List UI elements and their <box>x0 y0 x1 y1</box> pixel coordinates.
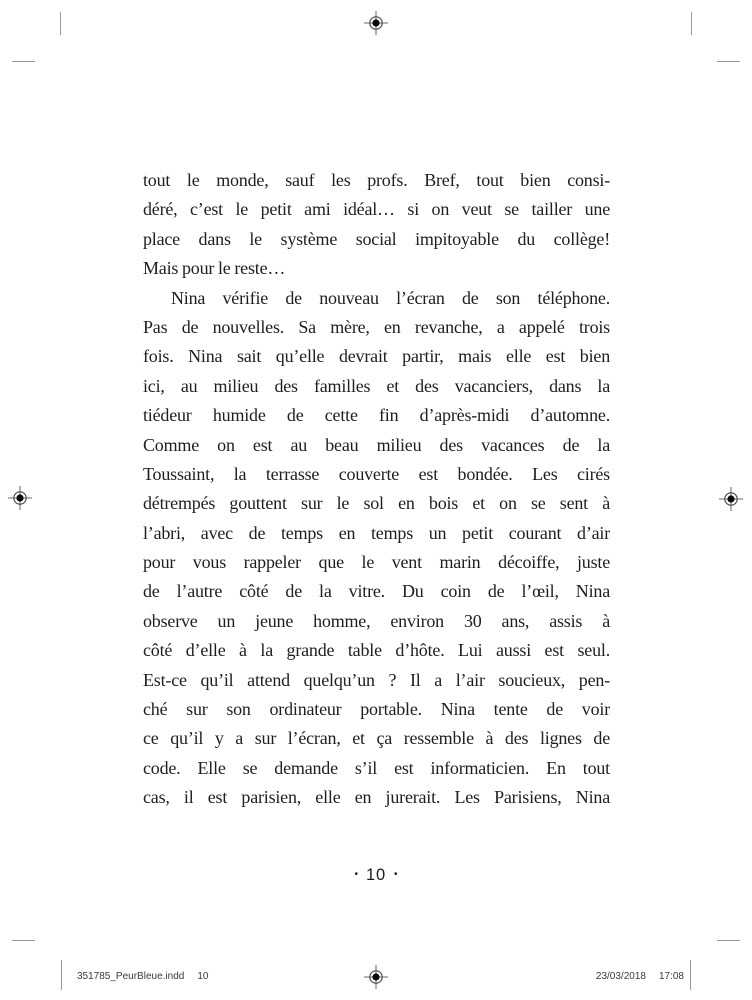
registration-mark-top-icon <box>364 11 388 35</box>
text-line: Pas de nouvelles. Sa mère, en revanche, a appelé trois <box>143 316 610 337</box>
text-line: Mais pour le reste… <box>143 258 286 279</box>
text-line: l’abri, avec de temps en temps un petit courant d’air <box>143 522 610 543</box>
text-line: cas, il est parisien, elle en jurerait. Les Parisiens, Nina <box>143 787 610 808</box>
registration-mark-left-icon <box>8 486 32 510</box>
registration-mark-right-icon <box>719 487 743 511</box>
text-line: déré, c’est le petit ami idéal… si on veut se tailler une <box>143 199 610 220</box>
slug-time: 17:08 <box>658 971 684 982</box>
crop-mark-bottom-left-horizontal <box>12 940 35 941</box>
registration-mark-bottom-icon <box>364 965 388 989</box>
folio <box>0 864 752 886</box>
text-line: observe un jeune homme, environ 30 ans, assis à <box>143 610 610 631</box>
folio-left-dot-icon: • <box>354 869 359 880</box>
text-line: côté d’elle à la grande table d’hôte. Lui aussi est seul. <box>143 640 610 661</box>
crop-mark-bottom-left-vertical <box>61 960 62 990</box>
crop-mark-top-right-horizontal <box>717 61 740 62</box>
body-text <box>143 166 610 813</box>
text-line: ce qu’il y a sur l’écran, et ça ressemble à des lignes de <box>143 728 610 749</box>
text-line: code. Elle se demande s’il est informaticien. En tout <box>143 757 610 778</box>
text-line: Nina vérifie de nouveau l’écran de son téléphone. <box>171 287 610 308</box>
text-line: pour vous rappeler que le vent marin décoiffe, juste <box>143 552 610 573</box>
text-line: tout le monde, sauf les profs. Bref, tout bien consi- <box>143 170 610 190</box>
slug-left <box>77 971 208 983</box>
slug-right <box>596 971 684 983</box>
crop-mark-bottom-right-vertical <box>690 960 691 990</box>
text-line: tiédeur humide de cette fin d’après-midi d’automne. <box>143 405 610 426</box>
slug-date: 23/03/2018 <box>595 971 646 982</box>
text-line: place dans le système social impitoyable du collège! <box>143 228 610 249</box>
text-line: fois. Nina sait qu’elle devrait partir, mais elle est bien <box>143 346 610 367</box>
text-line: de l’autre côté de la vitre. Du coin de l’œil, Nina <box>143 581 610 602</box>
text-line: détrempés gouttent sur le sol en bois et on se sent à <box>143 493 610 514</box>
text-line: Toussaint, la terrasse couverte est bondée. Les cirés <box>143 463 610 484</box>
slug-filename: 351785_PeurBleue.indd <box>77 971 185 982</box>
text-line: Comme on est au beau milieu des vacances de la <box>143 434 610 455</box>
slug-page-number: 10 <box>197 971 209 982</box>
text-line: ici, au milieu des familles et des vacanciers, dans la <box>143 375 610 396</box>
folio-page-number: 10 <box>366 865 386 884</box>
folio-right-dot-icon: • <box>393 869 398 880</box>
text-line: ché sur son ordinateur portable. Nina tente de voir <box>143 699 610 720</box>
crop-mark-top-left-vertical <box>60 12 61 35</box>
crop-mark-bottom-right-horizontal <box>717 940 740 941</box>
text-line: Est-ce qu’il attend quelqu’un ? Il a l’air soucieux, pen- <box>143 669 610 690</box>
crop-mark-top-right-vertical <box>691 12 692 35</box>
crop-mark-top-left-horizontal <box>12 61 35 62</box>
